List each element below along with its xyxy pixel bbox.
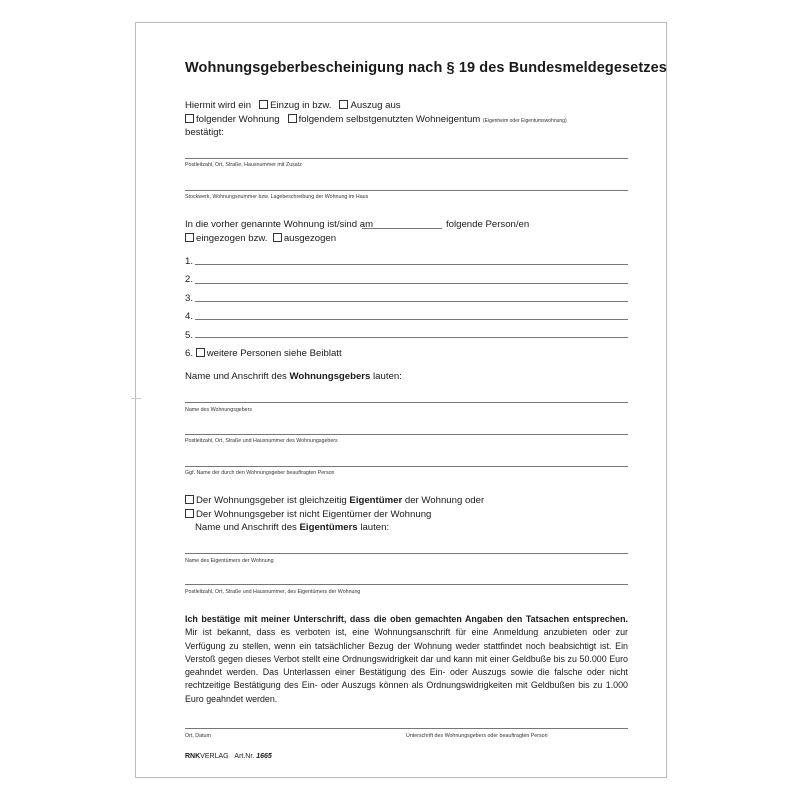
auszug-label: Auszug aus (350, 100, 401, 111)
owner-heading-bold: Eigentümers (299, 522, 358, 533)
person-field[interactable] (195, 337, 628, 338)
owner-name-field[interactable] (185, 553, 628, 554)
document-title: Wohnungsgeberbescheinigung nach § 19 des Bundesmeldegesetzes (185, 60, 667, 76)
confirmed-label: bestätigt: (185, 127, 224, 138)
person-number: 5. (185, 330, 194, 341)
landlord-heading-suffix: lauten: (373, 371, 402, 382)
eigentum-note: (Eigenheim oder Eigentumswohnung) (482, 118, 567, 124)
landlord-name-label: Name des Wohnungsgebers (185, 407, 253, 413)
auszug-checkbox[interactable] (339, 100, 348, 109)
more-persons-label: weitere Personen siehe Beiblatt (206, 348, 342, 359)
person-field[interactable] (195, 264, 628, 265)
person-field[interactable] (195, 301, 628, 302)
intro-line-1 (185, 100, 401, 111)
signature-label: Unterschrift des Wohnungsgebers oder beauftragten Person (406, 733, 548, 739)
owner-name-label: Name des Eigentümers der Wohnung (185, 558, 274, 564)
agent-name-field[interactable] (185, 466, 628, 467)
footer (185, 753, 272, 760)
move-options (185, 233, 336, 244)
move-date-field[interactable] (362, 228, 442, 229)
owner-heading-prefix: Name und Anschrift des (195, 522, 297, 533)
landlord-heading (185, 371, 402, 382)
publisher-bold: RNK (185, 753, 201, 760)
intro-prefix: Hiermit wird ein (185, 100, 252, 111)
postal-address-field[interactable] (185, 158, 628, 159)
person-field[interactable] (195, 283, 628, 284)
declaration-paragraph (185, 613, 628, 706)
landlord-name-field[interactable] (185, 402, 628, 403)
einzug-label: Einzug in bzw. (270, 100, 332, 111)
person-number: 2. (185, 274, 194, 285)
owner-option-2 (185, 509, 431, 520)
person-number: 1. (185, 256, 194, 267)
landlord-address-field[interactable] (185, 434, 628, 435)
eigentum-label: folgendem selbstgenutzten Wohneigentum (298, 114, 481, 125)
einzug-checkbox[interactable] (259, 100, 268, 109)
landlord-heading-prefix: Name und Anschrift des (185, 371, 287, 382)
person-6-number: 6. (185, 348, 194, 359)
declaration-lead: Ich bestätige mit meiner Unterschrift, dass die oben gemachten Angaben den Tatsachen entsprechen. (185, 614, 628, 624)
eingezogen-checkbox[interactable] (185, 233, 194, 242)
owner-yes-checkbox[interactable] (185, 495, 194, 504)
ausgezogen-checkbox[interactable] (273, 233, 282, 242)
place-date-label: Ort, Datum (185, 733, 211, 739)
owner-option-2-label: Der Wohnungsgeber ist nicht Eigentümer der Wohnung (196, 509, 432, 520)
publisher-rest: VERLAG (200, 753, 229, 760)
move-prefix: In die vorher genannte Wohnung ist/sind am (185, 219, 374, 230)
floor-label: Stockwerk, Wohnungsnummer bzw. Lagebeschreibung der Wohnung im Haus (185, 194, 369, 200)
person-number: 3. (185, 293, 194, 304)
landlord-heading-bold: Wohnungsgebers (289, 371, 371, 382)
wohnung-checkbox[interactable] (185, 114, 194, 123)
article-number: 1665 (256, 753, 272, 760)
declaration-body: Mir ist bekannt, dass es verboten ist, eine Wohnungsanschrift für eine Anmeldung anzubieten oder zur Verfügung zu stellen, wenn ein tatsächlicher Bezug der Wohnung weder stattfindet noch beabsichtigt ist. Ein Verstoß gegen dieses Verbot stellt eine Ordnungswidrigkeit dar und kann mit einer Geldbuße bis zu 50.000 Euro geahndet werden. Das Unterlassen einer Bestätigung des Ein- oder Auszugs sowie die falsche oder nicht rechtzeitige Bestätigung des Ein- oder Auszugs können als Ordnungswidrigkeiten mit Geldbußen bis zu 1.000 Euro geahndet werden. (185, 627, 628, 704)
landlord-address-label: Postleitzahl, Ort, Straße und Hausnummer des Wohnungsgebers (185, 438, 338, 444)
owner-heading (195, 522, 389, 533)
wohnung-label: folgender Wohnung (196, 114, 280, 125)
person-6-row (185, 348, 342, 359)
owner-no-checkbox[interactable] (185, 509, 194, 518)
signature-field[interactable] (185, 728, 628, 729)
intro-line-2 (185, 114, 567, 125)
fold-mark (131, 398, 141, 399)
agent-name-label: Ggf. Name der durch den Wohnungsgeber beauftragten Person (185, 470, 335, 476)
person-field[interactable] (195, 319, 628, 320)
owner-option-1-bold: Eigentümer (349, 495, 403, 506)
owner-address-field[interactable] (185, 584, 628, 585)
article-prefix: Art.Nr. (234, 753, 255, 760)
owner-heading-suffix: lauten: (360, 522, 390, 533)
owner-option-1-prefix: Der Wohnungsgeber ist gleichzeitig (196, 495, 347, 506)
postal-address-label: Postleitzahl, Ort, Straße, Hausnummer mit Zusatz (185, 162, 302, 168)
person-number: 4. (185, 311, 194, 322)
ausgezogen-label: ausgezogen (283, 233, 337, 244)
eigentum-checkbox[interactable] (288, 114, 297, 123)
eingezogen-label: eingezogen bzw. (196, 233, 268, 244)
floor-field[interactable] (185, 190, 628, 191)
more-persons-checkbox[interactable] (196, 348, 205, 357)
owner-address-label: Postleitzahl, Ort, Straße und Hausnummer, des Eigentümers der Wohnung (185, 589, 361, 595)
move-suffix: folgende Person/en (446, 219, 530, 230)
owner-option-1 (185, 495, 484, 506)
owner-option-1-suffix: der Wohnung oder (404, 495, 485, 506)
